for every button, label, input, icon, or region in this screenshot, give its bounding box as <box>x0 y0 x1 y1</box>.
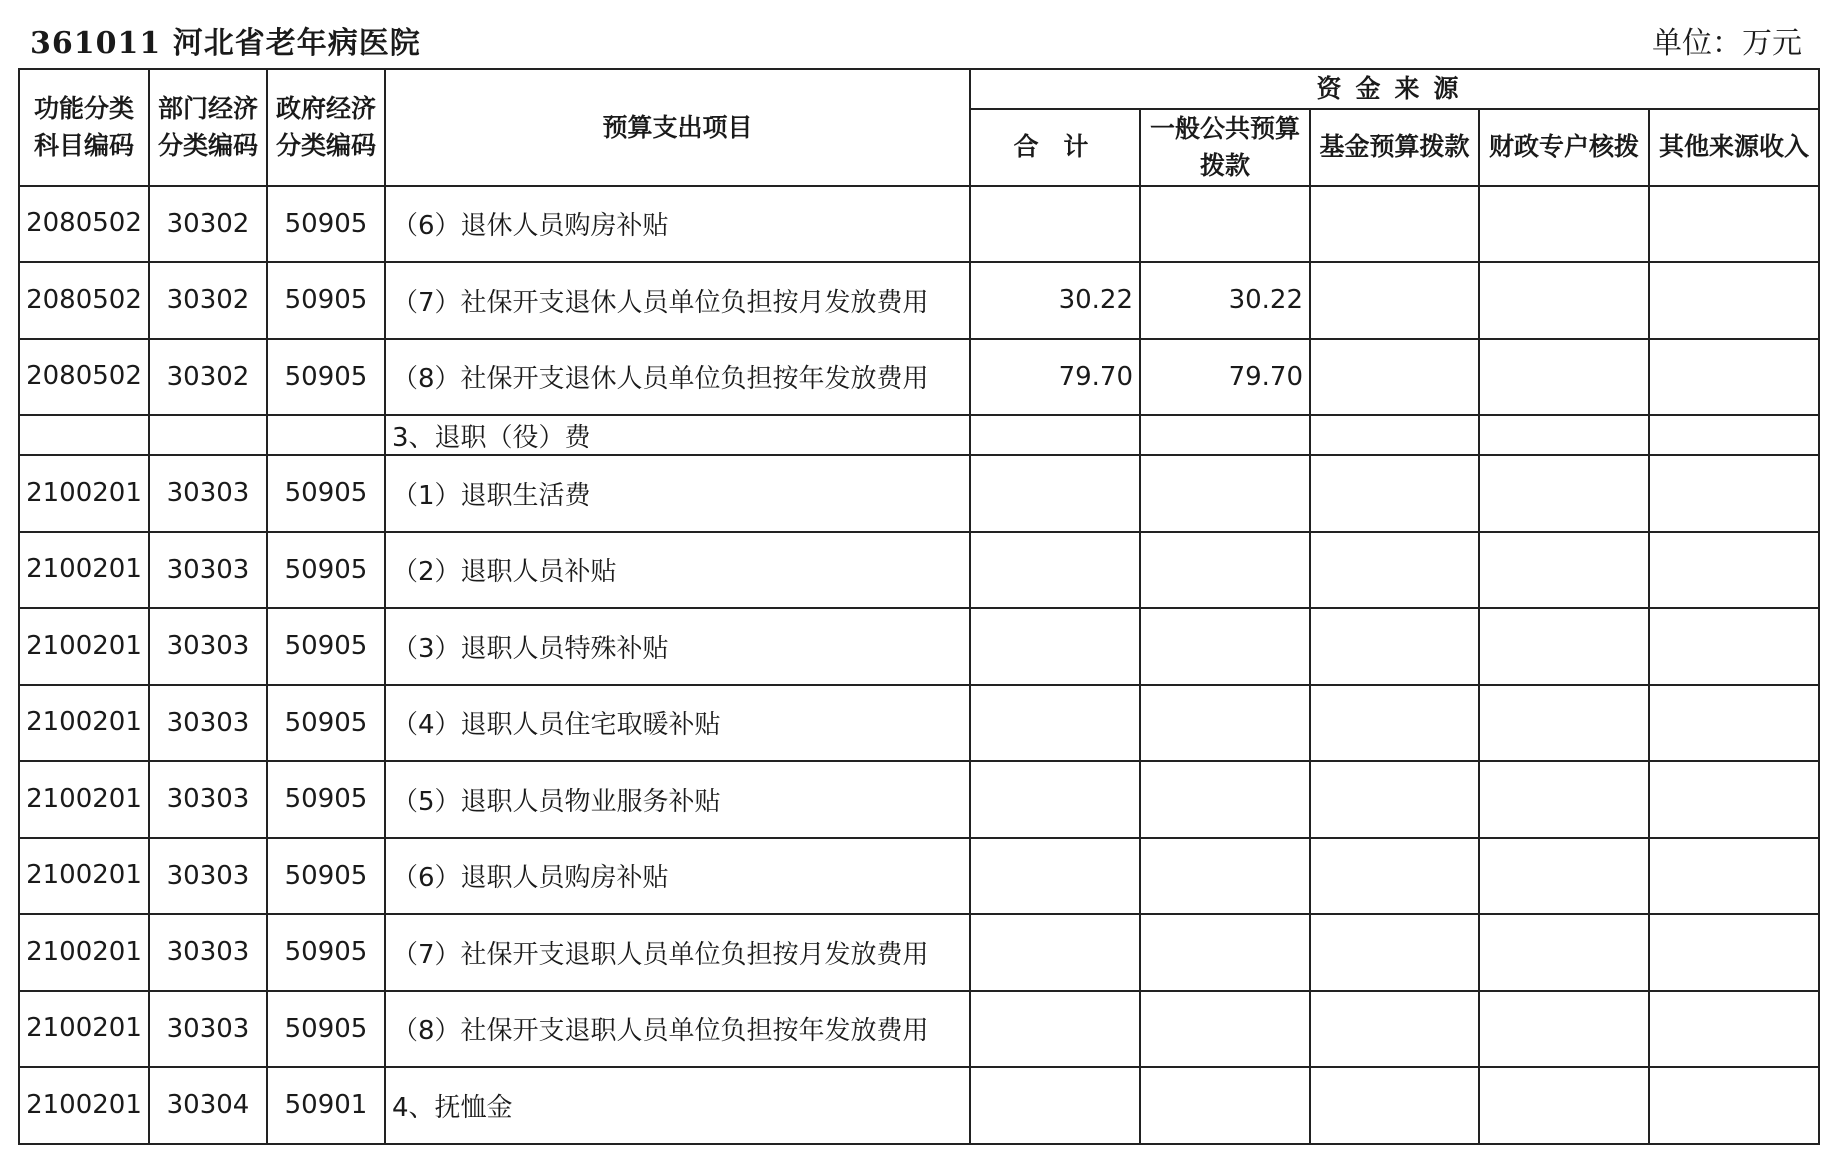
func-code-cell: 2080502 <box>19 262 149 339</box>
total-cell <box>970 608 1140 685</box>
special-cell <box>1479 262 1649 339</box>
total-cell: 30.22 <box>970 262 1140 339</box>
total-cell <box>970 685 1140 762</box>
other-cell <box>1649 339 1819 416</box>
item-cell: （3）退职人员特殊补贴 <box>385 608 970 685</box>
special-cell <box>1479 455 1649 532</box>
special-cell <box>1479 186 1649 263</box>
special-cell <box>1479 1067 1649 1144</box>
general-cell <box>1140 838 1310 915</box>
item-cell: （7）社保开支退职人员单位负担按月发放费用 <box>385 914 970 991</box>
table-row <box>19 991 1819 1068</box>
header-special: 财政专户核拨 <box>1479 109 1649 186</box>
other-cell <box>1649 415 1819 455</box>
total-cell <box>970 532 1140 609</box>
fund-cell <box>1310 685 1479 762</box>
func-code-cell: 2100201 <box>19 914 149 991</box>
general-cell <box>1140 455 1310 532</box>
general-cell <box>1140 761 1310 838</box>
total-cell <box>970 455 1140 532</box>
func-code-cell: 2100201 <box>19 761 149 838</box>
other-cell <box>1649 914 1819 991</box>
special-cell <box>1479 991 1649 1068</box>
general-cell: 79.70 <box>1140 339 1310 416</box>
dept-code-cell: 30303 <box>149 838 267 915</box>
gov-code-cell: 50905 <box>267 914 385 991</box>
func-code-cell: 2100201 <box>19 532 149 609</box>
item-cell: （1）退职生活费 <box>385 455 970 532</box>
table-row <box>19 455 1819 532</box>
item-cell: （8）社保开支退职人员单位负担按年发放费用 <box>385 991 970 1068</box>
dept-code-cell: 30303 <box>149 608 267 685</box>
item-cell: 4、抚恤金 <box>385 1067 970 1144</box>
general-cell <box>1140 186 1310 263</box>
fund-cell <box>1310 761 1479 838</box>
gov-code-cell: 50905 <box>267 685 385 762</box>
general-cell: 30.22 <box>1140 262 1310 339</box>
table-row <box>19 838 1819 915</box>
header-total: 合 计 <box>970 109 1140 186</box>
func-code-cell: 2100201 <box>19 1067 149 1144</box>
header-other: 其他来源收入 <box>1649 109 1819 186</box>
gov-code-cell: 50905 <box>267 838 385 915</box>
special-cell <box>1479 415 1649 455</box>
table-row <box>19 532 1819 609</box>
category-row <box>19 415 1819 455</box>
header-fund-source: 资金来源 <box>970 69 1819 109</box>
dept-code-cell: 30304 <box>149 1067 267 1144</box>
table-row <box>19 186 1819 263</box>
unit-label: 单位：万元 <box>1652 26 1802 61</box>
general-cell <box>1140 685 1310 762</box>
table-row <box>19 1067 1819 1144</box>
func-code-cell: 2100201 <box>19 608 149 685</box>
header-fund-budget: 基金预算拨款 <box>1310 109 1479 186</box>
item-cell: （7）社保开支退休人员单位负担按月发放费用 <box>385 262 970 339</box>
total-cell <box>970 991 1140 1068</box>
gov-code-cell: 50905 <box>267 532 385 609</box>
dept-code-cell: 30303 <box>149 455 267 532</box>
other-cell <box>1649 455 1819 532</box>
header-dept-code: 部门经济分类编码 <box>149 69 267 186</box>
total-cell <box>970 838 1140 915</box>
total-cell <box>970 1067 1140 1144</box>
gov-code-cell: 50905 <box>267 608 385 685</box>
other-cell <box>1649 761 1819 838</box>
general-cell <box>1140 1067 1310 1144</box>
fund-cell <box>1310 532 1479 609</box>
dept-code-cell: 30303 <box>149 685 267 762</box>
special-cell <box>1479 532 1649 609</box>
gov-code-cell <box>267 415 385 455</box>
fund-cell <box>1310 1067 1479 1144</box>
total-cell: 79.70 <box>970 339 1140 416</box>
page-title: 361011 河北省老年病医院 <box>30 26 421 61</box>
other-cell <box>1649 685 1819 762</box>
special-cell <box>1479 838 1649 915</box>
total-cell <box>970 761 1140 838</box>
dept-code-cell: 30303 <box>149 532 267 609</box>
fund-cell <box>1310 415 1479 455</box>
other-cell <box>1649 991 1819 1068</box>
fund-cell <box>1310 339 1479 416</box>
budget-table <box>18 68 1820 1145</box>
func-code-cell: 2100201 <box>19 838 149 915</box>
gov-code-cell: 50905 <box>267 339 385 416</box>
item-cell: （4）退职人员住宅取暖补贴 <box>385 685 970 762</box>
table-row <box>19 262 1819 339</box>
general-cell <box>1140 914 1310 991</box>
item-cell: 3、退职（役）费 <box>385 415 970 455</box>
item-cell: （2）退职人员补贴 <box>385 532 970 609</box>
gov-code-cell: 50901 <box>267 1067 385 1144</box>
general-cell <box>1140 991 1310 1068</box>
special-cell <box>1479 339 1649 416</box>
table-row <box>19 914 1819 991</box>
gov-code-cell: 50905 <box>267 455 385 532</box>
other-cell <box>1649 608 1819 685</box>
dept-code-cell: 30302 <box>149 186 267 263</box>
func-code-cell: 2100201 <box>19 455 149 532</box>
special-cell <box>1479 761 1649 838</box>
general-cell <box>1140 415 1310 455</box>
fund-cell <box>1310 608 1479 685</box>
item-cell: （6）退职人员购房补贴 <box>385 838 970 915</box>
header-gov-code: 政府经济分类编码 <box>267 69 385 186</box>
special-cell <box>1479 685 1649 762</box>
special-cell <box>1479 914 1649 991</box>
table-row <box>19 608 1819 685</box>
dept-code-cell <box>149 415 267 455</box>
table-row <box>19 339 1819 416</box>
header-item: 预算支出项目 <box>385 69 970 186</box>
fund-cell <box>1310 838 1479 915</box>
special-cell <box>1479 608 1649 685</box>
fund-cell <box>1310 186 1479 263</box>
gov-code-cell: 50905 <box>267 991 385 1068</box>
func-code-cell: 2100201 <box>19 685 149 762</box>
item-cell: （6）退休人员购房补贴 <box>385 186 970 263</box>
total-cell <box>970 186 1140 263</box>
gov-code-cell: 50905 <box>267 186 385 263</box>
gov-code-cell: 50905 <box>267 262 385 339</box>
gov-code-cell: 50905 <box>267 761 385 838</box>
table-row <box>19 761 1819 838</box>
item-cell: （8）社保开支退休人员单位负担按年发放费用 <box>385 339 970 416</box>
other-cell <box>1649 262 1819 339</box>
header-general: 一般公共预算拨款 <box>1140 109 1310 186</box>
dept-code-cell: 30303 <box>149 761 267 838</box>
header-func-code: 功能分类科目编码 <box>19 69 149 186</box>
func-code-cell: 2100201 <box>19 991 149 1068</box>
general-cell <box>1140 532 1310 609</box>
item-cell: （5）退职人员物业服务补贴 <box>385 761 970 838</box>
dept-code-cell: 30303 <box>149 991 267 1068</box>
other-cell <box>1649 838 1819 915</box>
dept-code-cell: 30302 <box>149 339 267 416</box>
general-cell <box>1140 608 1310 685</box>
dept-code-cell: 30303 <box>149 914 267 991</box>
table-row <box>19 685 1819 762</box>
other-cell <box>1649 532 1819 609</box>
total-cell <box>970 415 1140 455</box>
other-cell <box>1649 186 1819 263</box>
other-cell <box>1649 1067 1819 1144</box>
func-code-cell: 2080502 <box>19 339 149 416</box>
total-cell <box>970 914 1140 991</box>
fund-cell <box>1310 991 1479 1068</box>
fund-cell <box>1310 262 1479 339</box>
func-code-cell: 2080502 <box>19 186 149 263</box>
fund-cell <box>1310 455 1479 532</box>
fund-cell <box>1310 914 1479 991</box>
func-code-cell <box>19 415 149 455</box>
dept-code-cell: 30302 <box>149 262 267 339</box>
